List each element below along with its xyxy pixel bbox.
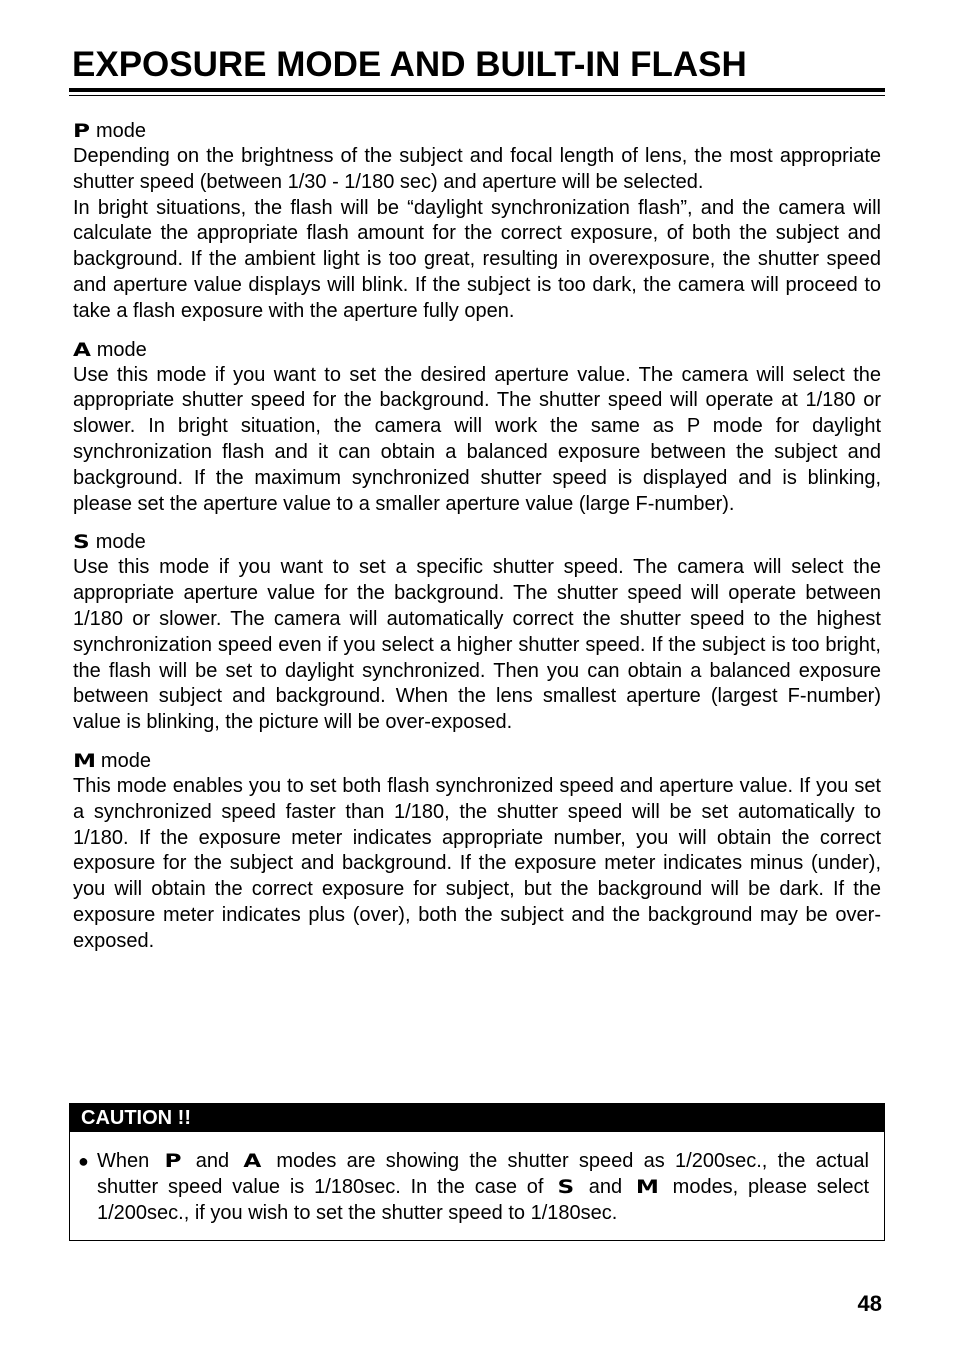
mode-letter-p: P — [73, 120, 91, 142]
title-rule-thin — [69, 95, 885, 96]
caution-text-part: and — [195, 1150, 230, 1172]
mode-letter-a: A — [73, 338, 91, 361]
caution-title: CAUTION !! — [70, 1104, 884, 1132]
caution-text — [78, 1149, 870, 1226]
mode-letter-m: M — [73, 749, 97, 772]
title-rule-thick — [69, 88, 885, 92]
section-heading — [73, 529, 881, 555]
inline-letter-m: M — [635, 1175, 659, 1198]
bullet-icon: ● — [78, 1151, 89, 1171]
caution-box — [69, 1103, 885, 1241]
paragraph: Depending on the brightness of the subject and focal length of lens, the most appropriate shutter speed (between 1/30 - 1/180 sec) and aperture will be selected. — [73, 145, 881, 193]
section-m-mode — [73, 748, 881, 955]
mode-label: mode — [100, 749, 151, 772]
paragraph: In bright situations, the flash will be “daylight synchronization flash”, and the camera will calculate the appropriate flash amount for the correct exposure, of both the subject and background. If the ambient light is too great, resulting in overexposure, the shutter speed and aperture value displays will blink. If the subject is too dark, the camera will proceed to take a flash exposure with the aperture fully open. — [73, 196, 881, 322]
paragraph: Use this mode if you want to set the desired aperture value. The camera will select the appropriate shutter speed for the background. The shutter speed will operate at 1/180 or slower. In bright situation, the camera will work the same as P mode for daylight synchronization flash and it can obtain a balanced exposure between the subject and background. If the maximum synchronized shutter speed is displayed and is blinking, please set the aperture value to a smaller aperture value (large F-number). — [73, 363, 881, 515]
mode-letter-s: S — [73, 531, 90, 554]
main-content — [73, 118, 881, 967]
page-title: EXPOSURE MODE AND BUILT-IN FLASH — [72, 45, 747, 84]
caution-text-part: and — [588, 1175, 623, 1198]
mode-label: mode — [95, 531, 146, 554]
section-heading — [73, 337, 881, 363]
mode-label: mode — [96, 338, 147, 361]
inline-letter-p: P — [163, 1150, 181, 1172]
caution-text-part: modes are showing the shutter speed as 1/200sec., the actual shutter speed value is 1/180sec. In the case of — [97, 1150, 870, 1198]
section-s-mode — [73, 529, 881, 736]
paragraph: Use this mode if you want to set a specific shutter speed. The camera will select the appropriate aperture value for the background. The shutter speed will operate between 1/180 or slower. The camera will automatically correct the shutter speed to the highest synchronization speed even if you select a higher shutter speed. If the subject is too bright, the flash will be set to daylight synchronized. Then you can obtain a balanced exposure between subject and background. When the lens smallest aperture (largest F-number) value is blinking, the picture will be over-exposed. — [73, 556, 881, 734]
section-p-mode — [73, 118, 881, 325]
mode-label: mode — [95, 120, 146, 142]
inline-letter-s: S — [557, 1175, 575, 1198]
page-number: 48 — [857, 1291, 882, 1316]
section-heading — [73, 748, 881, 774]
caution-text-part: When — [97, 1150, 150, 1172]
section-heading — [73, 118, 881, 144]
inline-letter-a: A — [243, 1150, 262, 1172]
section-a-mode — [73, 337, 881, 518]
caution-text-part: modes, please select 1/200sec., if you wish to set the shutter speed to 1/180sec. — [97, 1175, 870, 1224]
paragraph: This mode enables you to set both flash synchronized speed and aperture value. If you set a synchronized speed faster than 1/180, the shutter speed will be set automatically to 1/180. If the exposure meter indicates appropriate number, you will obtain the correct exposure for the subject and background. If the exposure meter indicates minus (under), you will obtain the correct exposure for subject, but the background will be dark. If the exposure meter indicates plus (over), both the subject and the background may be over-exposed. — [73, 774, 881, 952]
